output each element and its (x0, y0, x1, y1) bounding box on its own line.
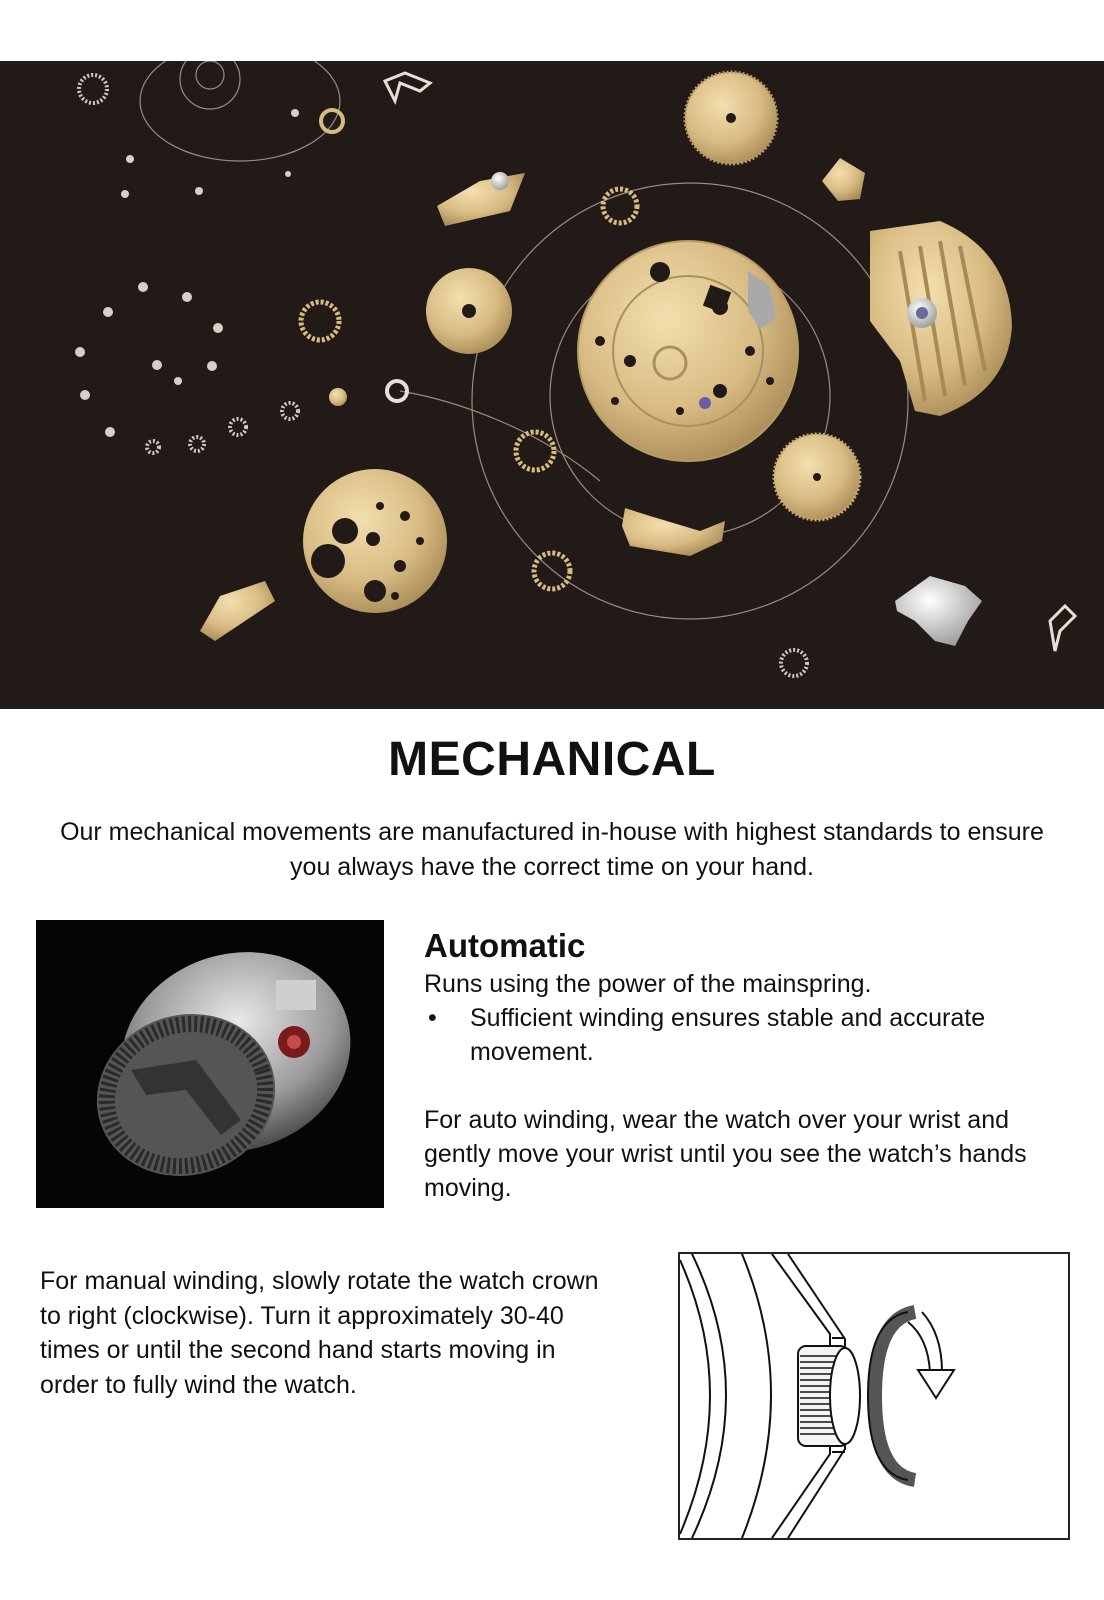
list-item: • Sufficient winding ensures stable and accurate movement. (424, 1001, 1074, 1069)
automatic-heading: Automatic (424, 927, 586, 964)
automatic-description: Runs using the power of the mainspring. (424, 970, 872, 998)
page-title: MECHANICAL (388, 733, 716, 786)
crown-rotation-diagram (678, 1252, 1070, 1540)
hero-image (0, 61, 1104, 709)
crown-diagram-illustration (680, 1254, 1068, 1538)
automatic-section (424, 927, 1074, 1205)
manual-winding-text: For manual winding, slowly rotate the watch crown to right (clockwise). Turn it approximately 30-40 times or until the second hand starts moving in order to fully wind the watch. (40, 1267, 599, 1399)
intro-text: Our mechanical movements are manufactured in-house with highest standards to ensure you always have the correct time on your hand. (60, 818, 1044, 881)
automatic-bullet-list (424, 1001, 1074, 1069)
auto-winding-text: For auto winding, wear the watch over your wrist and gently move your wrist until you see the watch’s hands moving. (424, 1106, 1027, 1202)
automatic-movement-image (36, 920, 384, 1208)
movement-parts-illustration (0, 61, 1104, 709)
automatic-movement-illustration (36, 920, 384, 1208)
